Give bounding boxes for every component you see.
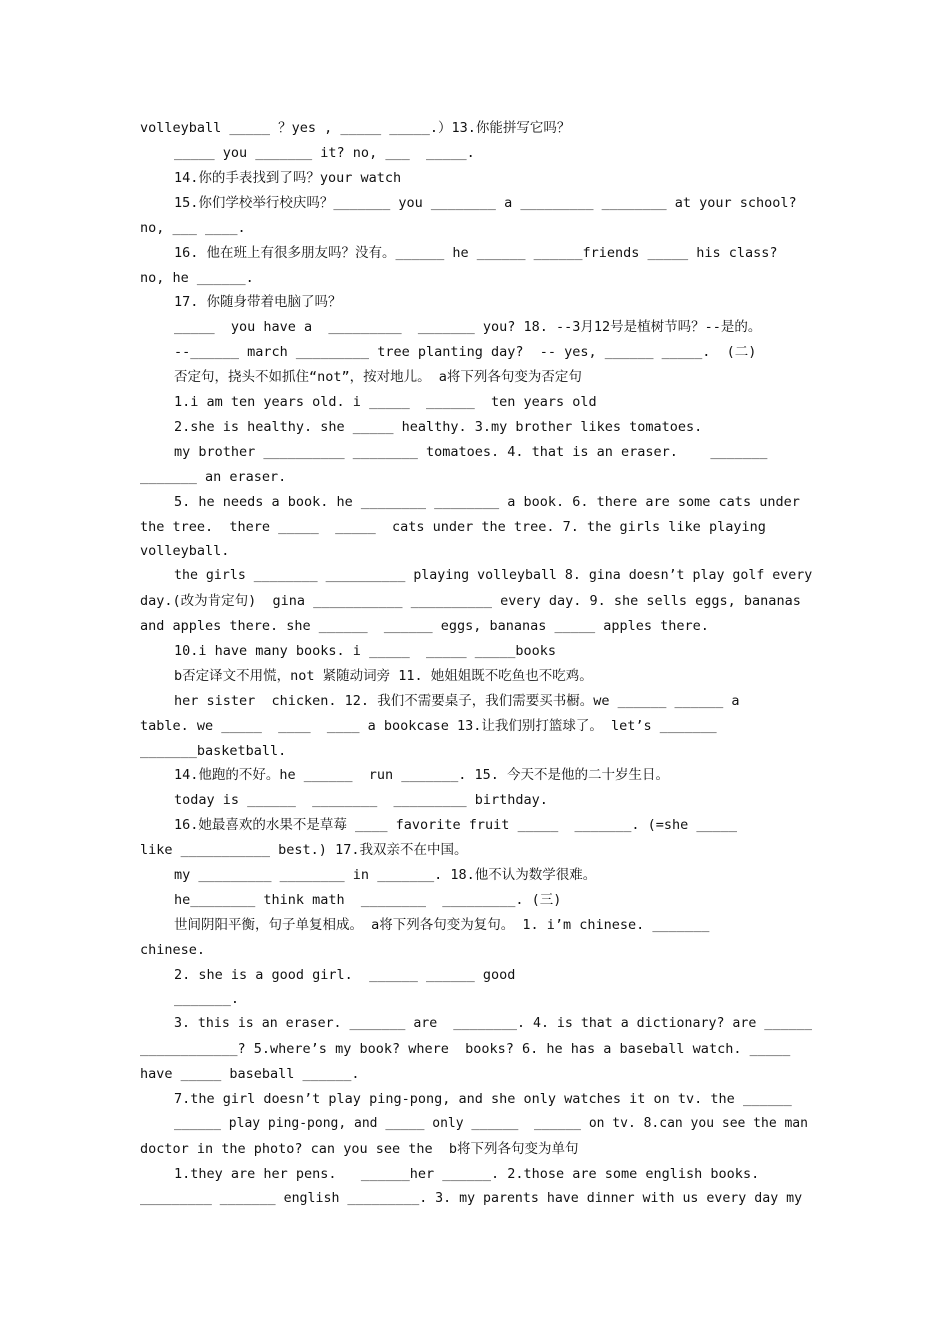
text-line: ______ play ping-pong, and _____ only ______ ______ on tv. 8.can you see the man <box>174 1116 808 1131</box>
text-line: no, he ______. <box>140 270 254 286</box>
section-heading: 否定句，挠头不如抓住“not”，按对地儿。 a将下列各句变为否定句 <box>174 369 582 385</box>
text-line: today is ______ ________ _________ birthday. <box>174 792 548 808</box>
text-line: have _____ baseball ______. <box>140 1066 360 1082</box>
text-line: 7.the girl doesn’t play ping-pong, and she only watches it on tv. the ______ <box>174 1091 792 1107</box>
text-line: 16.她最喜欢的水果不是草莓 ____ favorite fruit _____ _______. (=she _____ <box>174 817 738 833</box>
text-line: _____ you _______ it? no, ___ _____. <box>174 145 475 161</box>
text-line: like ___________ best.) 17.我双亲不在中国。 <box>140 842 468 858</box>
text-line: 1.they are her pens. ______her ______. 2.those are some english books. <box>174 1166 760 1182</box>
text-line: 15.你们学校举行校庆吗？_______ you ________ a _________ ________ at your school? <box>174 195 797 211</box>
text-line: my _________ ________ in _______. 18.他不认为数学很难。 <box>174 867 597 883</box>
text-line: _______basketball. <box>140 743 287 759</box>
text-line: 3. this is an eraser. _______ are ________. 4. is that a dictionary? are ______ <box>174 1016 812 1031</box>
text-line: 10.i have many books. i _____ _____ _____books <box>174 643 557 659</box>
section-heading: 世间阴阳平衡，句子单复相成。 a将下列各句变为复句。 1. i’m chinese. _______ <box>174 917 710 933</box>
text-line: 2.she is healthy. she _____ healthy. 3.my brother likes tomatoes. <box>174 419 703 435</box>
text-line: the girls ________ __________ playing volleyball 8. gina doesn’t play golf every <box>174 568 812 583</box>
text-line: 1.i am ten years old. i _____ ______ ten years old <box>174 394 597 410</box>
text-line: _________ _______ english _________. 3. my parents have dinner with us every day my <box>140 1191 803 1206</box>
text-line: volleyball. <box>140 543 230 559</box>
text-line: table. we _____ ____ ____ a bookcase 13.让我们别打篮球了。 let’s _______ <box>140 718 717 734</box>
text-line: 5. he needs a book. he ________ ________ a book. 6. there are some cats under <box>174 494 800 510</box>
text-line: and apples there. she ______ ______ eggs, bananas _____ apples there. <box>140 618 709 634</box>
text-line: my brother __________ ________ tomatoes. 4. that is an eraser. _______ <box>174 444 768 460</box>
text-line: _____ you have a _________ _______ you? 18. --3月12号是植树节吗？--是的。 <box>174 319 762 335</box>
text-line: volleyball _____ ？yes , _____ _____.）13.你能拼写它吗？ <box>140 120 571 136</box>
text-line: ____________? 5.where’s my book? where books? 6. he has a baseball watch. _____ <box>140 1041 791 1057</box>
text-line: 17. 你随身带着电脑了吗？ <box>174 294 342 310</box>
text-line: no, ___ ____. <box>140 220 246 236</box>
text-line: the tree. there _____ _____ cats under the tree. 7. the girls like playing <box>140 519 766 535</box>
text-line: _______. <box>174 991 240 1007</box>
text-line: day.(改为肯定句) gina ___________ __________ every day. 9. she sells eggs, bananas <box>140 593 801 609</box>
text-line: _______ an eraser. <box>140 469 287 485</box>
text-line: 14.他跑的不好。he ______ run _______. 15. 今天不是他的二十岁生日。 <box>174 767 669 783</box>
section-heading: b否定译文不用慌，not 紧随动词旁 11. 她姐姐既不吃鱼也不吃鸡。 <box>174 668 593 684</box>
text-line: 14.你的手表找到了吗？your watch <box>174 170 402 186</box>
text-line: 16. 他在班上有很多朋友吗？没有。______ he ______ ______friends _____ his class? <box>174 245 778 261</box>
text-line: chinese. <box>140 942 206 958</box>
text-line: doctor in the photo? can you see the b将下列各句变为单句 <box>140 1141 579 1157</box>
text-line: her sister chicken. 12. 我们不需要桌子，我们需要买书橱。we ______ ______ a <box>174 693 740 709</box>
text-line: --______ march _________ tree planting day? -- yes, ______ _____. (二) <box>174 344 757 360</box>
text-line: he________ think math ________ _________. (三) <box>174 892 562 908</box>
text-line: 2. she is a good girl. ______ ______ good <box>174 967 516 983</box>
